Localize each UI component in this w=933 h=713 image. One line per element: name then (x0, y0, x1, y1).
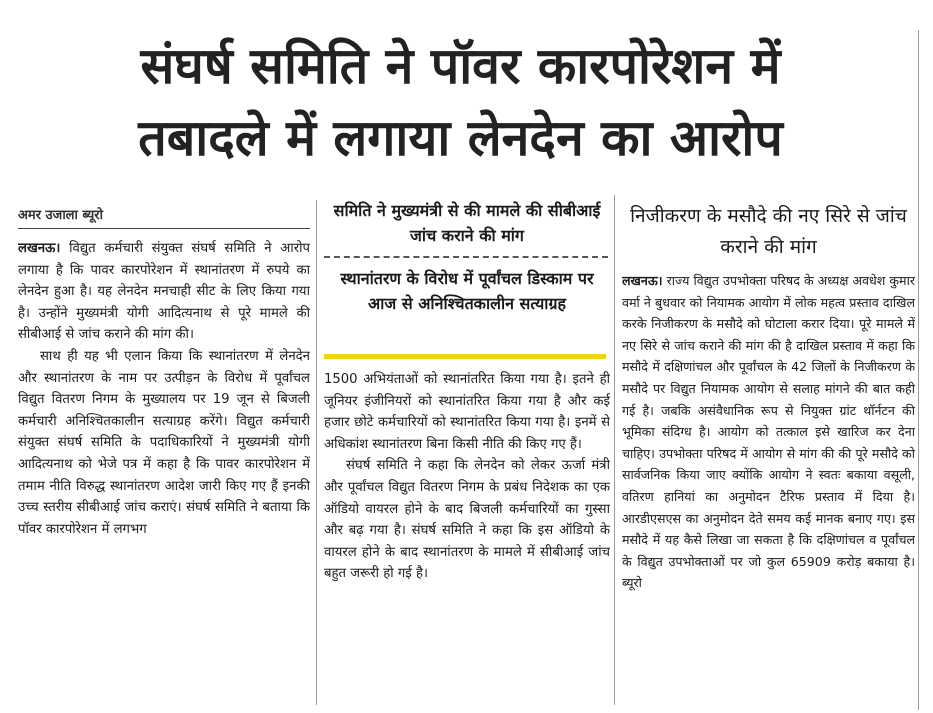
column1-paragraph-1: विद्युत कर्मचारी संयुक्त संघर्ष समिति ने आरोप लगाया है कि पावर कारपोरेशन में स्थानांतरण में रुपये का लेनदेन हुआ है। यह लेनदेन मनचाही सीट के लिए किया गया है। उन्होंने मुख्यमंत्री योगी आदित्यनाथ से पूरे मामले की सीबीआई से जांच कराने की मांग की। (18, 241, 310, 343)
right-edge-rule (918, 30, 919, 710)
column3-paragraph-1: राज्य विद्युत उपभोक्ता परिषद के अध्यक्ष अवधेश कुमार वर्मा ने बुधवार को नियामक आयोग में लोक महत्व प्रस्ताव दाखिल करके निजीकरण के मसौदे को घोटाला करार दिया। पूरे मामले में नए सिरे से जांच कराने की मांग की है दाखिल प्रस्ताव में कहा कि मसौदे में दक्षिणांचल और पूर्वांचल के 42 जिलों के निजीकरण के मसौदे पर विद्युत नियामक आयोग से सलाह मांगने की बात कही गई है। जबकि असंवैधानिक रूप से नियुक्त ग्रांट थॉर्नटन की भूमिका संदिग्ध है। आयोग को तत्काल इसे खारिज कर देना चाहिए। उपभोक्ता परिषद में आयोग से मांग की की पूरे मसौदे को सार्वजनिक किया जाए क्योंकि आयोग ने स्वतः बकाया वसूली, वतिरण हानियां का अनुमोदन टैरिफ प्रस्ताव में दिया है। आरडीएसएस का अनुमोदन देते समय कई मानक बनाए गए। इस मसौदे में यह कैसे लिखा जा सकता है कि दक्षिणांचल व पूर्वांचल के विद्युत उपभोक्ताओं पर जो कुल 65909 करोड़ बकाया है। ब्यूरो (622, 273, 915, 591)
article-column-3 (622, 270, 915, 703)
dashed-divider (324, 256, 608, 258)
byline-rule (18, 228, 310, 229)
column2-paragraph-1: 1500 अभियंताओं को स्थानांतरित किया गया है। इतने ही जूनियर इंजीनियरों को स्थानांतरित किया गया है और कई हजार छोटे कर्मचारियों को स्थानांतरित किया गया है। इनमें से अधिकांश स्थानांतरण बिना किसी नीति की किए गए हैं। (324, 372, 610, 452)
column2-paragraph-2: संघर्ष समिति ने कहा कि लेनदेन को लेकर ऊर्जा मंत्री और पूर्वांचल विद्युत वितरण निगम के प्रबंध निदेशक का एक ऑडियो वायरल होने के बाद बिजली कर्मचारियों का गुस्सा और बढ़ गया है। संघर्ष समिति ने कहा कि इस ऑडियो के वायरल होने के बाद स्थानांतरण के मामले में सीबीआई जांच बहुत जरूरी हो गई है। (324, 458, 610, 582)
dateline: लखनऊ। (18, 241, 61, 256)
headline-line-1: संघर्ष समिति ने पॉवर कारपोरेशन में (140, 37, 781, 95)
subheading-satyagraha: स्थानांतरण के विरोध में पूर्वांचल डिस्काम पर आज से अनिश्चितकालीन सत्याग्रह (340, 269, 594, 313)
column1-paragraph-2: साथ ही यह भी एलान किया कि स्थानांतरण में लेनदेन और स्थानांतरण के नाम पर उत्पीड़न के विरोध में पूर्वांचल विद्युत वितरण निगम के मुख्यालय पर 19 जून से बिजली कर्मचारी अनिश्चितकालीन सत्याग्रह करेंगे। विद्युत कर्मचारी संयुक्त संघर्ष समिति के पदाधिकारियों ने मुख्यमंत्री योगी आदित्यनाथ को भेजे पत्र में कहा है कि पावर कारपोरेशन में तमाम नीति विरुद्ध स्थानांतरण आदेश जारी किए गए हैं इनकी उच्च स्तरीय सीबीआई जांच कराएं। संघर्ष समिति ने बताया कि पॉवर कारपोरेशन में लगभग (18, 348, 310, 537)
byline: अमर उजाला ब्यूरो (18, 208, 103, 223)
dateline: लखनऊ। (622, 273, 663, 288)
column-divider-1 (316, 200, 317, 705)
subheading-privatization-probe: निजीकरण के मसौदे की नए सिरे से जांच कराने की मांग (630, 205, 907, 258)
article-column-2 (324, 369, 610, 703)
headline-line-2: तबादले में लगाया लेनदेन का आरोप (138, 109, 783, 167)
headline (8, 30, 913, 174)
article-column-1 (18, 238, 310, 703)
subheading-cbi-demand: समिति ने मुख्यमंत्री से की मामले की सीबीआई जांच कराने की मांग (333, 201, 601, 245)
highlight-bar (324, 354, 606, 359)
column-divider-2 (614, 195, 615, 705)
